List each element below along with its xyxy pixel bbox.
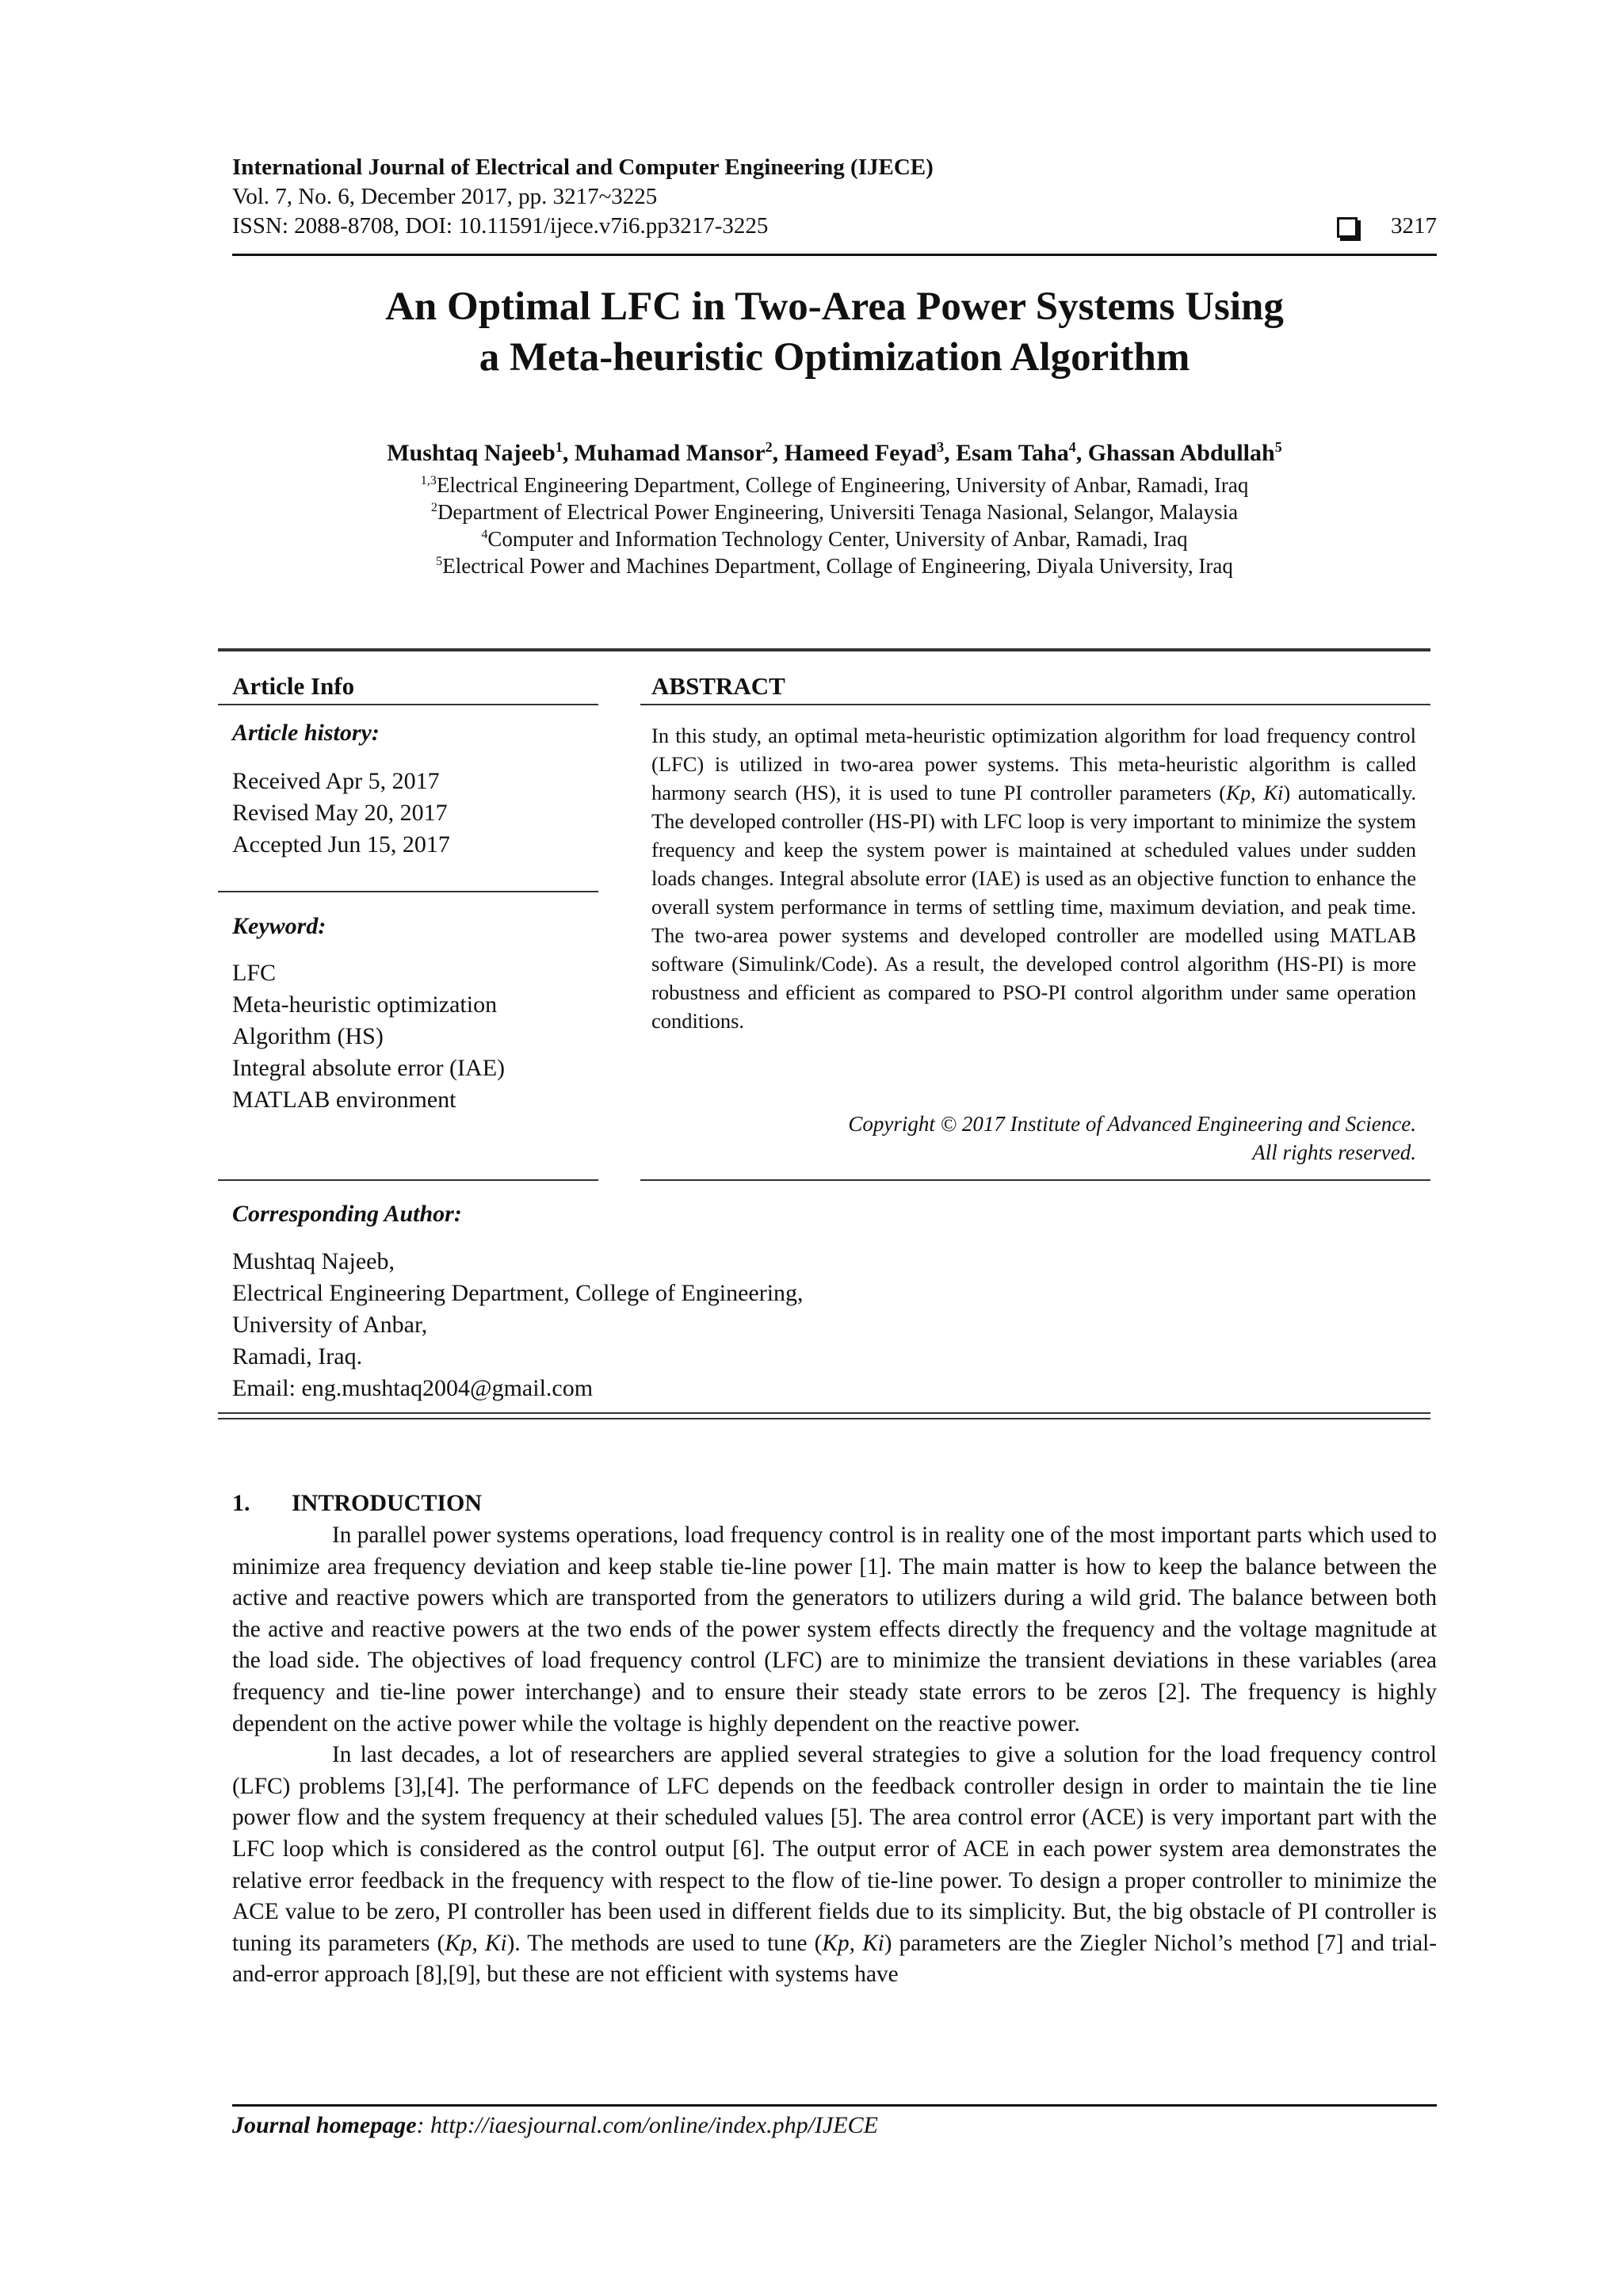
keyword-rule <box>218 1179 598 1181</box>
journal-issn-doi: ISSN: 2088-8708, DOI: 10.11591/ijece.v7i6.pp3217-3225 <box>232 213 769 239</box>
keyword-list <box>232 957 505 1116</box>
section-heading-introduction: 1. INTRODUCTION <box>232 1490 483 1516</box>
title-line-1: An Optimal LFC in Two-Area Power Systems Using <box>385 285 1284 329</box>
infobox-bottom-rule <box>218 1412 1430 1419</box>
title-line-2: a Meta-heuristic Optimization Algorithm <box>479 335 1190 380</box>
affiliation: $^{1,3}$Electrical Engineering Department, College of Engineering, University of Anbar, Ramadi, Iraq <box>420 473 1249 497</box>
received-date: Received Apr 5, 2017 <box>232 768 440 794</box>
author: Hameed Feyad$^3$, <box>784 439 957 466</box>
revised-date: Revised May 20, 2017 <box>232 800 448 826</box>
journal-name: International Journal of Electrical and Computer Engineering (IJECE) <box>232 155 934 180</box>
keyword: Integral absolute error (IAE) <box>232 1055 506 1081</box>
journal-volume: Vol. 7, No. 6, December 2017, pp. 3217~3225 <box>232 184 658 209</box>
affiliation: $^5$Electrical Power and Machines Department, Collage of Engineering, Diyala University, Iraq <box>436 554 1233 578</box>
journal-header <box>232 153 1437 241</box>
author: Mushtaq Najeeb$^1$, <box>387 439 575 466</box>
keyword-label: Keyword: <box>232 913 327 939</box>
history-rule <box>218 891 598 892</box>
affiliation: $^4$Computer and Information Technology Center, University of Anbar, Ramadi, Iraq <box>481 527 1188 551</box>
abstract-text: In this study, an optimal meta-heuristic optimization algorithm for load frequency control (LFC) is utilized in two-area power systems. This meta-heuristic algorithm is called harmony search (HS), it is used to tune PI controller parameters (Kp, Ki) automatically. The developed controller (HS-PI) with LFC loop is very important to minimize the system frequency and keep the system power is maintained at scheduled values under sudden loads changes. Integral absolute error (IAE) is used as an objective function to enhance the overall system performance in terms of settling time, maximum deviation, and peak time. The two-area power systems and developed controller are modelled using MATLAB software (Simulink/Code). As a result, the developed control algorithm (HS-PI) is more robustness and efficient as compared to PSO-PI control algorithm under same operation conditions. <box>651 724 1417 1033</box>
keyword: LFC <box>232 960 277 986</box>
page-number: 3217 <box>1391 213 1437 239</box>
intro-paragraph-2: In last decades, a lot of researchers are applied several strategies to give a solution for the load frequency control (LFC) problems [3],[4]. The performance of LFC depends on the feedback controller design in order to maintain the tie line power flow and the system frequency at their scheduled values [5]. The area control error (ACE) is very important part with the LFC loop which is considered as the control output [6]. The output error of ACE in each power system area demonstrates the relative error feedback in the frequency with respect to the flow of tie-line power. To design a proper controller to minimize the ACE value to be zero, PI controller has been used in different fields due to its simplicity. But, the big obstacle of PI controller is tuning its parameters (Kp, Ki). The methods are used to tune (Kp, Ki) parameters are the Ziegler Nichol’s method [7] and trial-and-error approach [8],[9], but these are not efficient with systems have <box>232 1742 1437 1988</box>
infobox-top-rule <box>218 648 1430 651</box>
copyright-notice: Copyright © 2017 Institute of Advanced Engineering and Science. All rights reserved. <box>848 1112 1416 1164</box>
article-history-label: Article history: <box>232 720 380 746</box>
intro-body <box>232 1520 1437 1991</box>
corresponding-author-details: Mushtaq Najeeb, Electrical Engineering Department, College of Engineering, University of Anbar, Ramadi, Iraq. Email: eng.mushtaq2004@gmail.com <box>232 1246 804 1404</box>
header-rule <box>232 254 1437 256</box>
author: Esam Taha$^4$, <box>956 439 1088 466</box>
abstract-rule <box>640 704 1430 705</box>
author-list <box>232 440 1437 467</box>
math-kp-ki: Kp, Ki <box>1226 781 1284 804</box>
article-info-rule <box>218 704 598 705</box>
article-info-heading: Article Info <box>232 672 355 700</box>
author: Ghassan Abdullah$^5$ <box>1087 439 1282 466</box>
keyword: Meta-heuristic optimization <box>232 991 498 1018</box>
corresponding-email: Email: eng.mushtaq2004@gmail.com <box>232 1375 594 1401</box>
footer-rule <box>232 2104 1437 2107</box>
accepted-date: Accepted Jun 15, 2017 <box>232 831 450 858</box>
paper-title <box>232 281 1437 383</box>
square-box-icon <box>1337 217 1358 238</box>
author: Muhamad Mansor$^2$, <box>574 439 785 466</box>
keyword: Algorithm (HS) <box>232 1023 384 1049</box>
affiliation: $^2$Department of Electrical Power Engineering, Universiti Tenaga Nasional, Selangor, Malaysia <box>430 500 1239 524</box>
article-history <box>232 766 450 861</box>
corresponding-author-label: Corresponding Author: <box>232 1201 462 1227</box>
abstract-heading: ABSTRACT <box>651 672 785 700</box>
intro-paragraph-1: In parallel power systems operations, load frequency control is in reality one of the most important parts which used to minimize area frequency deviation and keep stable tie-line power [1]. The main matter is how to keep the balance between the active and reactive powers which are transported from the generators to utilizers during a wild grid. The balance between both the active and reactive powers at the two ends of the power system effects directly the frequency and the voltage magnitude at the load side. The objectives of load frequency control (LFC) are to minimize the transient deviations in these variables (area frequency and tie-line power interchange) and to ensure their steady state errors to be zeros [2]. The frequency is highly dependent on the active power while the voltage is highly dependent on the reactive power. <box>232 1522 1437 1736</box>
affiliations <box>232 472 1437 579</box>
keyword: MATLAB environment <box>232 1087 456 1113</box>
journal-homepage: Journal homepage: http://iaesjournal.com/online/index.php/IJECE <box>232 2112 878 2138</box>
abstract-bottom-rule <box>640 1179 1430 1181</box>
homepage-link[interactable]: : http://iaesjournal.com/online/index.php/IJECE <box>416 2112 878 2138</box>
